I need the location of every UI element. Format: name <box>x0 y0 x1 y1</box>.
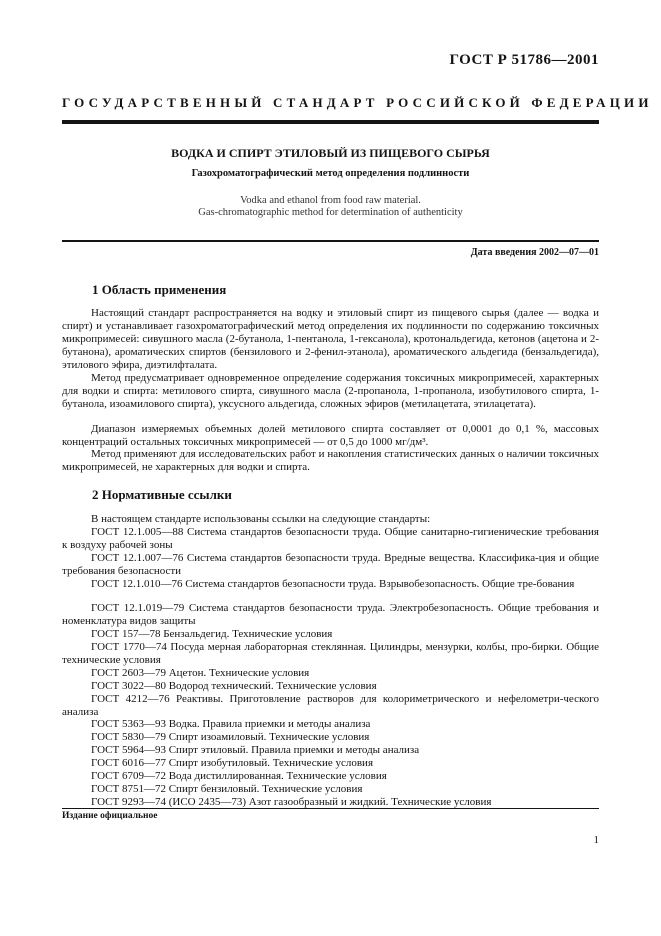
title-rule <box>62 240 599 242</box>
reference-item: ГОСТ 9293—74 (ИСО 2435—73) Азот газообразный и жидкий. Технические условия <box>91 796 492 808</box>
reference-item: ГОСТ 4212—76 Реактивы. Приготовление растворов для колориметрического и нефелометри-ческого анализа <box>62 693 599 718</box>
state-standard-heading: ГОСУДАРСТВЕННЫЙ СТАНДАРТ РОССИЙСКОЙ ФЕДЕРАЦИИ <box>62 95 653 110</box>
section-1-paragraph-1: Настоящий стандарт распространяется на водку и этиловый спирт из пищевого сырья (далее — водка и спирт) и устанавливает газохроматографический метод определения их подлинности по содержанию токсичных микропримесей: сивушного масла (2-бутанола, 1-пентанола, 1-гексанола), кротональдегида, кетонов (ацетона и 2-бутанона), ароматических спиртов (бензилового и 2-фенил-этанола), ароматического альдегида (бензальдегида), этилового эфира, диэтилфталата. <box>62 307 599 371</box>
reference-item: ГОСТ 12.1.007—76 Система стандартов безопасности труда. Вредные вещества. Классифика-ция и общие требования безопасности <box>62 552 599 577</box>
gost-code: ГОСТ Р 51786—2001 <box>449 52 599 68</box>
reference-item: ГОСТ 2603—79 Ацетон. Технические условия <box>91 667 310 679</box>
reference-item: ГОСТ 12.1.019—79 Система стандартов безопасности труда. Электробезопасность. Общие требования и номенклатура видов защиты <box>62 602 599 627</box>
section-1-paragraph-3: Диапазон измеряемых объемных долей метилового спирта составляет от 0,0001 до 0,1 %, массовых концентраций остальных токсичных микропримесей — от 0,5 до 1000 мг/дм³. <box>62 423 599 448</box>
reference-item: ГОСТ 5363—93 Водка. Правила приемки и методы анализа <box>91 718 371 730</box>
reference-item: ГОСТ 8751—72 Спирт бензиловый. Технические условия <box>91 783 363 795</box>
reference-item: ГОСТ 5830—79 Спирт изоамиловый. Технические условия <box>91 731 370 743</box>
english-title <box>62 195 599 219</box>
header-rule-thin <box>62 123 599 124</box>
edition-note: Издание официальное <box>62 811 158 821</box>
footer-rule <box>62 808 599 809</box>
english-title-line-1: Vodka and ethanol from food raw material. <box>240 195 421 206</box>
section-1-title: 1 Область применения <box>92 282 227 297</box>
reference-item: ГОСТ 3022—80 Водород технический. Технические условия <box>91 680 377 692</box>
reference-item: ГОСТ 157—78 Бензальдегид. Технические условия <box>91 628 333 640</box>
page-number: 1 <box>593 834 599 846</box>
reference-item: ГОСТ 12.1.010—76 Система стандартов безопасности труда. Взрывобезопасность. Общие тре-бования <box>91 578 575 590</box>
reference-item: ГОСТ 5964—93 Спирт этиловый. Правила приемки и методы анализа <box>91 744 420 756</box>
reference-item: ГОСТ 6709—72 Вода дистиллированная. Технические условия <box>91 770 387 782</box>
section-1-paragraph-2: Метод предусматривает одновременное определение содержания токсичных микропримесей, характерных для водки и спирта: метилового спирта, сивушного масла (2-пропанола, 1-пропанола, изобутилового спирта, 1-бутанола, изоамилового спирта), уксусного альдегида, сложных эфиров (метилацетата, этилацетата). <box>62 372 599 410</box>
section-2-intro: В настоящем стандарте использованы ссылки на следующие стандарты: <box>91 513 431 525</box>
section-1-paragraph-4: Метод применяют для исследовательских работ и накопления статистических данных о наличии токсичных микропримесей, не характерных для водки и спирта. <box>62 448 599 473</box>
date-of-introduction: Дата введения 2002—07—01 <box>470 247 599 258</box>
english-title-line-2: Gas-chromatographic method for determination of authenticity <box>198 207 463 218</box>
reference-item: ГОСТ 6016—77 Спирт изобутиловый. Технические условия <box>91 757 373 769</box>
reference-item: ГОСТ 12.1.005—88 Система стандартов безопасности труда. Общие санитарно-гигиенические требования к воздуху рабочей зоны <box>62 526 599 551</box>
document-subtitle: Газохроматографический метод определения подлинности <box>191 168 470 179</box>
document-title: ВОДКА И СПИРТ ЭТИЛОВЫЙ ИЗ ПИЩЕВОГО СЫРЬЯ <box>171 146 490 160</box>
section-2-title: 2 Нормативные ссылки <box>92 487 232 502</box>
reference-item: ГОСТ 1770—74 Посуда мерная лабораторная стеклянная. Цилиндры, мензурки, колбы, про-бирки. Общие технические условия <box>62 641 599 666</box>
